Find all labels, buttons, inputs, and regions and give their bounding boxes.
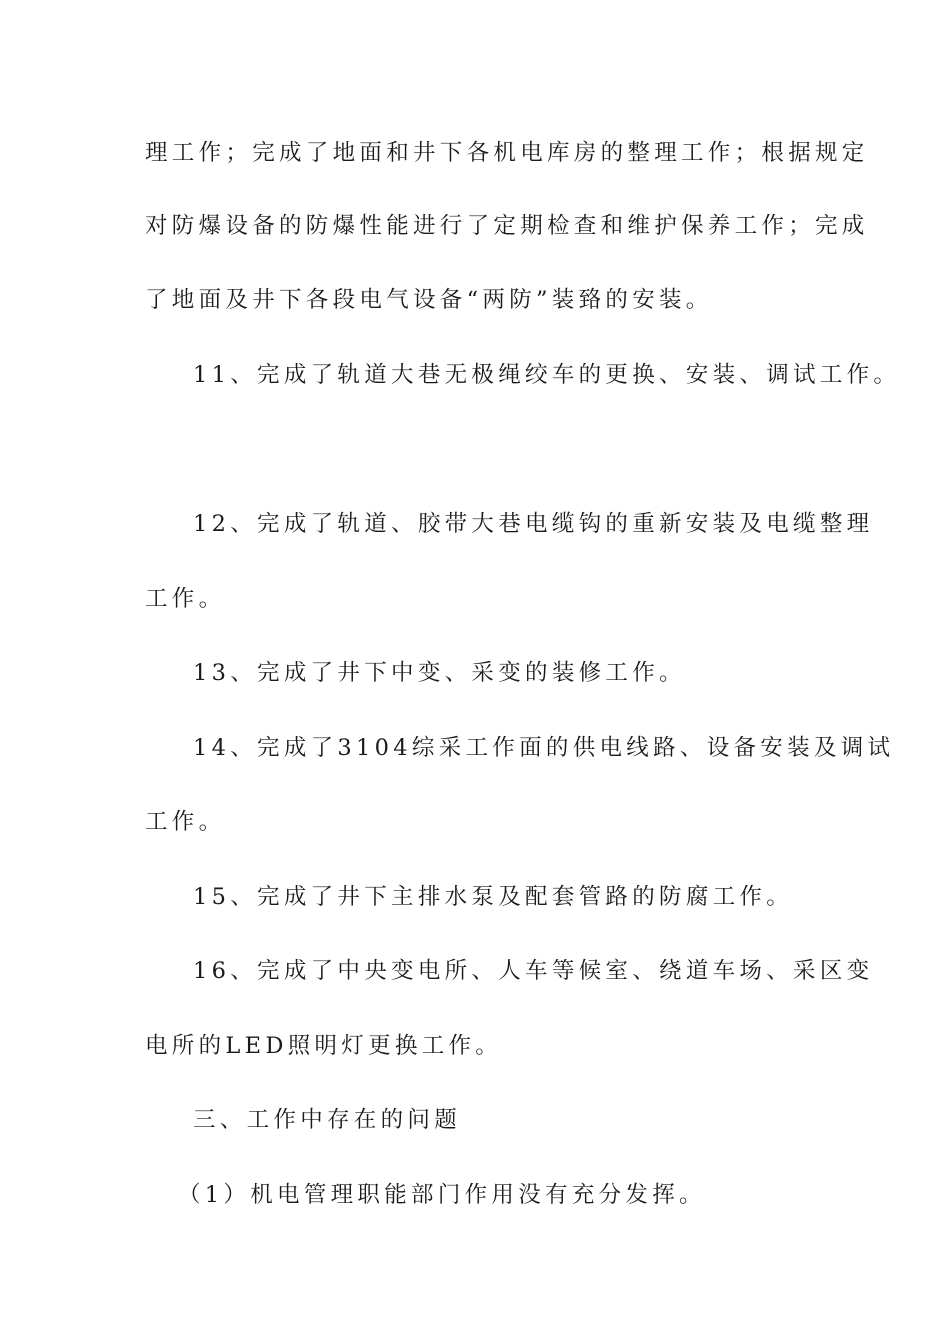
list-item-12: 12、完成了轨道、胶带大巷电缆钩的重新安装及电缆整理 [193,511,874,537]
paragraph-line: 对防爆设备的防爆性能进行了定期检查和维护保养工作；完成 [145,213,869,239]
list-item-15: 15、完成了井下主排水泵及配套管路的防腐工作。 [193,884,794,910]
paragraph-line: 理工作；完成了地面和井下各机电库房的整理工作；根据规定 [145,140,869,166]
paragraph-line: 工作。 [145,809,226,835]
list-item-issue-1: （1）机电管理职能部门作用没有充分发挥。 [178,1182,706,1208]
list-item-13: 13、完成了井下中变、采变的装修工作。 [193,660,686,686]
list-item-14: 14、完成了3104综采工作面的供电线路、设备安装及调试 [193,735,895,761]
paragraph-line: 电所的LED照明灯更换工作。 [145,1033,503,1059]
list-item-16: 16、完成了中央变电所、人车等候室、绕道车场、采区变 [193,958,874,984]
list-item-11: 11、完成了轨道大巷无极绳绞车的更换、安装、调试工作。 [193,362,901,388]
section-heading: 三、工作中存在的问题 [193,1107,462,1133]
paragraph-line: 了地面及井下各段电气设备“两防”装臵的安装。 [145,287,713,313]
paragraph-line: 工作。 [145,586,226,612]
